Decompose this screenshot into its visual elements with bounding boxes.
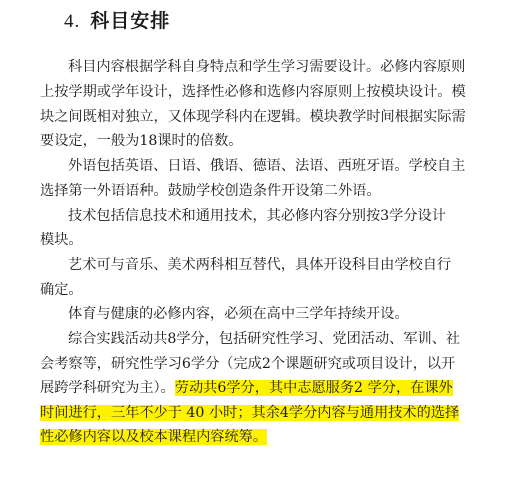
paragraph-line: 技术包括信息技术和通用技术，其必修内容分别按3学分设计 bbox=[68, 208, 446, 224]
highlighted-text: 时间进行，三年不少于 40 小时；其余4学分内容与通用技术的选择 bbox=[40, 405, 460, 421]
paragraph-line: 体育与健康的必修内容，必须在高中三学年持续开设。 bbox=[68, 306, 409, 322]
paragraph-line: 确定。 bbox=[40, 282, 83, 298]
section-title: 科目安排 bbox=[90, 10, 171, 32]
paragraph-line: 科目内容根据学科自身特点和学生学习需要设计。必修内容原则 bbox=[68, 59, 466, 75]
highlighted-text: 性必修内容以及校本课程内容统筹。 bbox=[40, 429, 268, 445]
paragraph-line: 艺术可与音乐、美术两科相互替代，具体开设科目由学校自行 bbox=[68, 257, 452, 273]
paragraph-line bbox=[40, 379, 453, 397]
section-number: 4. bbox=[64, 11, 81, 32]
paragraph-line: 会考察等，研究性学习6学分（完成2个课题研究或项目设计，以开 bbox=[40, 356, 456, 372]
paragraph-line: 模块。 bbox=[40, 232, 83, 248]
paragraph-line bbox=[40, 404, 459, 422]
highlighted-text: 劳动共6学分，其中志愿服务2 学分，在课外 bbox=[174, 380, 453, 396]
paragraph-line: 上按学期或学年设计，选择性必修和选修内容原则上按模块设计。模 bbox=[40, 84, 466, 100]
paragraph-line: 选择第一外语语种。鼓励学校创造条件开设第二外语。 bbox=[40, 183, 381, 199]
paragraph-line: 块之间既相对独立，又体现学科内在逻辑。模块教学时间根据实际需 bbox=[40, 109, 466, 125]
section-heading bbox=[64, 6, 170, 33]
plain-text: 展跨学科研究为主）。 bbox=[40, 380, 175, 396]
paragraph-line: 要设定，一般为18课时的倍数。 bbox=[40, 133, 243, 149]
paragraph-line: 综合实践活动共8学分，包括研究性学习、党团活动、军训、社 bbox=[68, 331, 461, 347]
paragraph-line bbox=[40, 428, 267, 446]
paragraph-line: 外语包括英语、日语、俄语、德语、法语、西班牙语。学校自主 bbox=[68, 158, 466, 174]
